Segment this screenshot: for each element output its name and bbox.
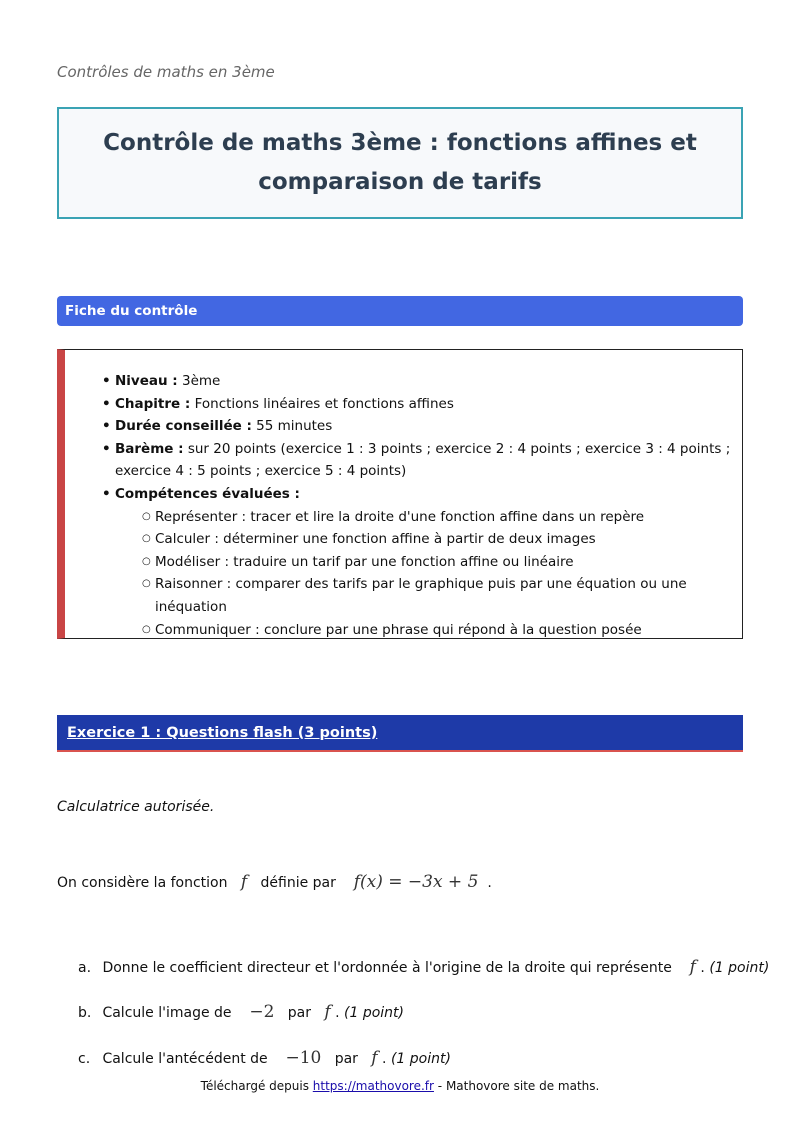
question-points: (1 point) bbox=[390, 1051, 451, 1067]
fiche-duree bbox=[115, 415, 735, 438]
fiche-bareme bbox=[115, 438, 735, 483]
fiche-chapitre bbox=[115, 393, 735, 416]
exercise1-title-link[interactable]: Exercice 1 : Questions flash (3 points) bbox=[67, 724, 378, 741]
exercise1-header[interactable] bbox=[57, 715, 743, 752]
question-value: −10 bbox=[285, 1048, 322, 1068]
page-footer bbox=[0, 1079, 800, 1093]
question-mid: par bbox=[334, 1051, 358, 1067]
title-box bbox=[57, 107, 743, 219]
bareme-label: Barème : bbox=[115, 440, 184, 457]
question-letter: a. bbox=[78, 960, 92, 976]
question-c bbox=[78, 1048, 451, 1068]
competences-list bbox=[115, 506, 735, 642]
competence-item: ○ Représenter : tracer et lire la droite d'une fonction affine dans un repère bbox=[155, 506, 735, 529]
question-a bbox=[78, 957, 769, 977]
calculator-note: Calculatrice autorisée. bbox=[57, 799, 215, 815]
question-text: Calcule l'image de bbox=[102, 1005, 232, 1021]
fiche-box bbox=[57, 349, 743, 639]
intro-middle: définie par bbox=[260, 875, 336, 891]
function-symbol: f bbox=[689, 957, 696, 977]
question-suffix: . bbox=[700, 960, 705, 976]
question-letter: b. bbox=[78, 1005, 92, 1021]
function-formula: f(x) = −3x + 5 bbox=[353, 872, 479, 892]
question-value: −2 bbox=[249, 1002, 275, 1022]
question-text: Calcule l'antécédent de bbox=[102, 1051, 268, 1067]
question-points: (1 point) bbox=[709, 960, 770, 976]
chapitre-label: Chapitre : bbox=[115, 395, 191, 412]
duree-label: Durée conseillée : bbox=[115, 418, 252, 435]
breadcrumb: Contrôles de maths en 3ème bbox=[57, 63, 275, 81]
question-points: (1 point) bbox=[344, 1005, 404, 1021]
fiche-header: Fiche du contrôle bbox=[57, 296, 743, 326]
competence-item: ○ Raisonner : comparer des tarifs par le graphique puis par une équation ou une inéquation bbox=[155, 573, 735, 618]
function-symbol: f bbox=[371, 1048, 378, 1068]
function-symbol: f bbox=[240, 872, 248, 892]
fiche-list bbox=[115, 370, 735, 641]
question-text: Donne le coefficient directeur et l'ordonnée à l'origine de la droite qui représente bbox=[102, 960, 672, 976]
bareme-value: sur 20 points (exercice 1 : 3 points ; exercice 2 : 4 points ; exercice 3 : 4 points ; exercice 4 : 5 points ; exercice 5 : 4 points) bbox=[115, 440, 731, 480]
intro-suffix: . bbox=[487, 875, 492, 891]
fiche-niveau bbox=[115, 370, 735, 393]
question-letter: c. bbox=[78, 1051, 91, 1067]
question-mid: par bbox=[287, 1005, 311, 1021]
competence-item: ○ Communiquer : conclure par une phrase qui répond à la question posée bbox=[155, 619, 735, 642]
question-suffix: . bbox=[382, 1051, 387, 1067]
niveau-label: Niveau : bbox=[115, 373, 178, 389]
chapitre-value: Fonctions linéaires et fonctions affines bbox=[194, 395, 454, 412]
page-title: Contrôle de maths 3ème : fonctions affines et comparaison de tarifs bbox=[103, 130, 697, 195]
fiche-competences bbox=[115, 483, 735, 641]
question-b bbox=[78, 1002, 404, 1022]
duree-value: 55 minutes bbox=[256, 418, 333, 435]
niveau-value: 3ème bbox=[182, 373, 221, 389]
footer-prefix: Téléchargé depuis bbox=[200, 1079, 309, 1093]
footer-suffix: - Mathovore site de maths. bbox=[437, 1079, 600, 1093]
function-symbol: f bbox=[324, 1002, 331, 1022]
competence-item: ○ Modéliser : traduire un tarif par une fonction affine ou linéaire bbox=[155, 551, 735, 574]
mathovore-link[interactable]: https://mathovore.fr bbox=[312, 1079, 434, 1093]
intro-prefix: On considère la fonction bbox=[57, 875, 228, 891]
exercise1-intro bbox=[57, 872, 492, 892]
question-suffix: . bbox=[335, 1005, 340, 1021]
competences-label: Compétences évaluées : bbox=[115, 485, 300, 502]
competence-item: ○ Calculer : déterminer une fonction affine à partir de deux images bbox=[155, 528, 735, 551]
